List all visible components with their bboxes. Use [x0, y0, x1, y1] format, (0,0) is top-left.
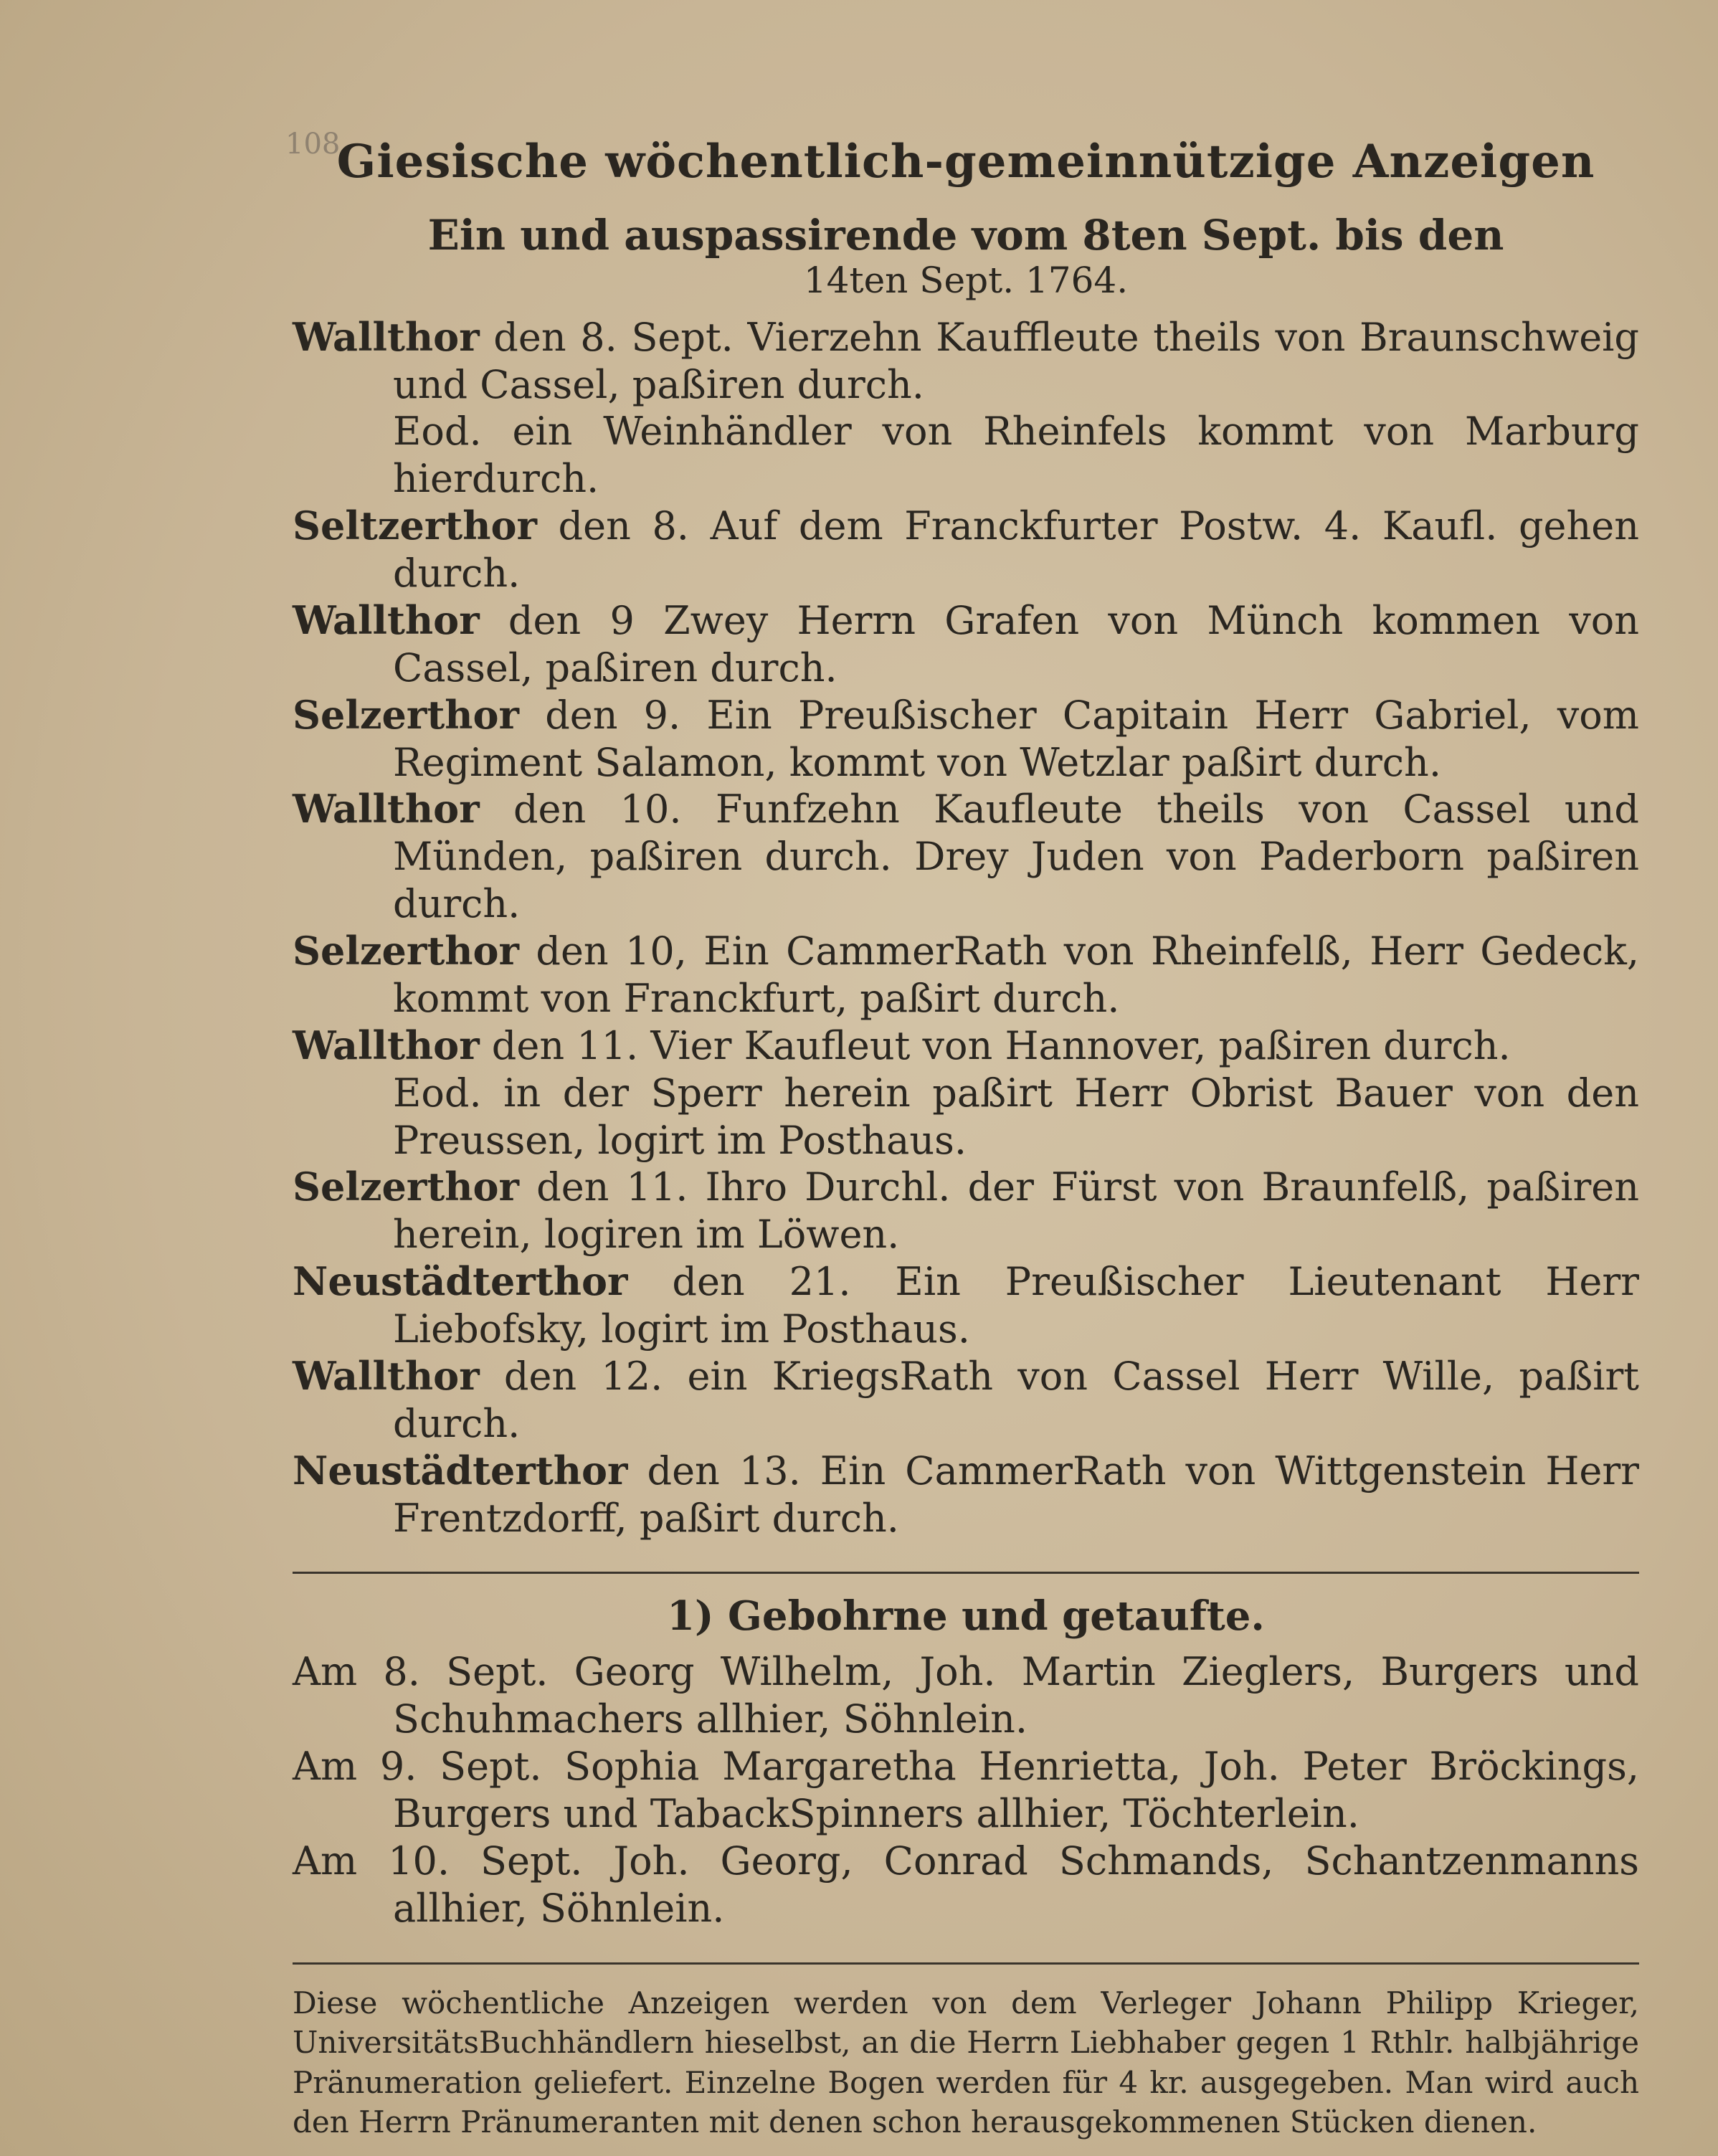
entry: [293, 597, 1639, 692]
entry-gate: Wallthor: [293, 1022, 480, 1068]
entry: [293, 692, 1639, 787]
entry: [293, 1022, 1639, 1070]
entry-text: den 21. Ein Preußischer Lieutenant Herr Liebofsky, logirt im Posthaus.: [393, 1259, 1639, 1352]
entry-text: den 11. Vier Kaufleut von Hannover, paßiren durch.: [479, 1022, 1511, 1068]
entry: [293, 786, 1639, 928]
page-number: 108: [285, 128, 341, 161]
notice-divider: [293, 1962, 1639, 1965]
entry-text: den 10, Ein CammerRath von Rheinfelß, Herr Gedeck, kommt von Franckfurt, paßirt durch.: [393, 929, 1639, 1021]
entry: [293, 314, 1639, 409]
births-list: [293, 1648, 1639, 1932]
entry-text: den 8. Auf dem Franckfurter Postw. 4. Kaufl. gehen durch.: [393, 503, 1639, 597]
entry-gate: Selzerthor: [293, 928, 520, 974]
entry: [293, 1164, 1639, 1258]
publisher-notice: Diese wöchentliche Anzeigen werden von dem Verleger Johann Philipp Krieger, UniversitätsBuchhändlern hieselbst, an die Herrn Liebhaber gegen 1 Rthlr. halbjährige Pränumeration geliefert. Einzelne Bogen werden für 4 kr. ausgegeben. Man wird auch den Herrn Pränumeranten mit denen schon herausgekommenen Stücken dienen.: [293, 1985, 1639, 2140]
entry: [293, 503, 1639, 597]
entry-gate: Neustädterthor: [293, 1447, 628, 1493]
entry-gate: Neustädterthor: [293, 1258, 628, 1305]
entry: [293, 1448, 1639, 1542]
entry-text: Eod. in der Sperr herein paßirt Herr Obrist Bauer von den Preussen, logirt im Posthaus.: [393, 1070, 1639, 1163]
entry-gate: Wallthor: [293, 786, 480, 832]
entry-gate: Selzerthor: [293, 1164, 520, 1210]
entry-gate: Seltzerthor: [293, 503, 537, 549]
entry-gate: Wallthor: [293, 313, 480, 360]
birth-entry: Am 8. Sept. Georg Wilhelm, Joh. Martin Zieglers, Burgers und Schuhmachers allhier, Söhnlein.: [293, 1649, 1639, 1742]
entry-text: den 9. Ein Preußischer Capitain Herr Gabriel, vom Regiment Salamon, kommt von Wetzlar paßirt durch.: [393, 692, 1639, 785]
entry-text: den 11. Ihro Durchl. der Fürst von Braunfelß, paßiren herein, logiren im Löwen.: [393, 1164, 1639, 1258]
section-subtitle: 14ten Sept. 1764.: [803, 259, 1129, 301]
births-title: 1) Gebohrne und getaufte.: [667, 1592, 1265, 1640]
entry: [293, 1353, 1639, 1448]
entry: [293, 1258, 1639, 1353]
entry: [293, 1070, 1639, 1164]
traveler-entries: [293, 314, 1639, 1542]
entry-text: den 12. ein KriegsRath von Cassel Herr Wille, paßirt durch.: [393, 1353, 1639, 1446]
entry-text: den 13. Ein CammerRath von Wittgenstein Herr Frentzdorff, paßirt durch.: [393, 1448, 1639, 1541]
entry-text: den 8. Sept. Vierzehn Kauffleute theils von Braunschweig und Cassel, paßiren durch.: [393, 314, 1639, 407]
entry: [293, 408, 1639, 503]
entry-text: den 9 Zwey Herrn Grafen von Münch kommen von Cassel, paßiren durch.: [393, 597, 1639, 690]
birth-entry: Am 9. Sept. Sophia Margaretha Henrietta, Joh. Peter Bröckings, Burgers und TabackSpinners allhier, Töchterlein.: [293, 1744, 1639, 1837]
birth-entry: Am 10. Sept. Joh. Georg, Conrad Schmands, Schantzenmanns allhier, Söhnlein.: [293, 1838, 1639, 1931]
entry-text: den 10. Funfzehn Kaufleute theils von Cassel und Münden, paßiren durch. Drey Juden von Paderborn paßiren durch.: [393, 787, 1639, 927]
entry: [293, 928, 1639, 1022]
section-divider: [293, 1572, 1639, 1574]
entry-gate: Selzerthor: [293, 691, 520, 738]
entry-gate: Wallthor: [293, 597, 480, 643]
section-title: Ein und auspassirende vom 8ten Sept. bis den: [427, 211, 1504, 260]
entry-text: Eod. ein Weinhändler von Rheinfels kommt von Marburg hierdurch.: [393, 409, 1639, 502]
page-header: Giesische wöchentlich-gemeinnützige Anzeigen: [336, 135, 1595, 189]
entry-gate: Wallthor: [293, 1352, 480, 1399]
